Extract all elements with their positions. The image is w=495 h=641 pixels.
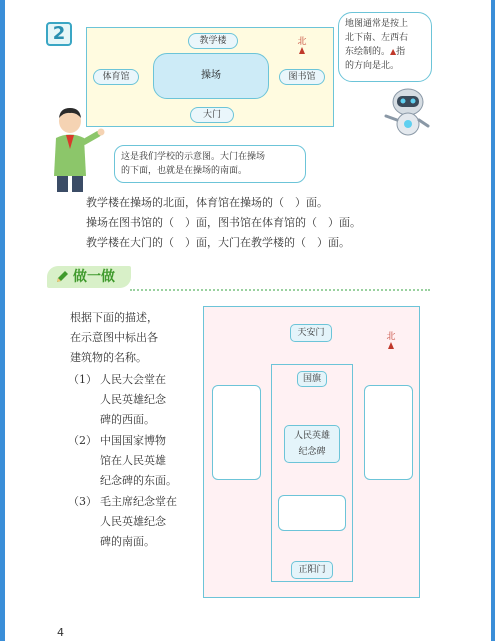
map-label-monument: 人民英雄 纪念碑 bbox=[284, 425, 340, 463]
section-title bbox=[47, 266, 131, 288]
section-title-text: 做一做 bbox=[73, 269, 115, 285]
item-number: （1） bbox=[68, 373, 97, 386]
map-label-flag: 国旗 bbox=[297, 371, 327, 387]
page-number: 4 bbox=[57, 626, 64, 639]
instruction-line: 建筑物的名称。 bbox=[70, 351, 147, 364]
item-number: （2） bbox=[68, 434, 97, 447]
map-label-library: 图书馆 bbox=[279, 69, 325, 85]
school-map bbox=[86, 27, 334, 127]
robot-bubble-line: 北下南、左西右 bbox=[345, 33, 409, 43]
map-label-gate: 大门 bbox=[190, 107, 234, 123]
north-arrow-icon bbox=[299, 47, 305, 54]
north-arrow-icon bbox=[388, 342, 394, 349]
item-line: 人民大会堂在 bbox=[100, 373, 166, 386]
boy-bubble-line: 的下面，也就是在操场的南面。 bbox=[121, 166, 248, 176]
boy-illustration bbox=[46, 104, 108, 194]
fill-in-sentence-2: 操场在图书馆的（ ）面，图书馆在体育馆的（ ）面。 bbox=[86, 216, 361, 229]
north-indicator bbox=[384, 329, 398, 349]
page-edge-right bbox=[491, 0, 495, 641]
north-arrow-icon: ▲ bbox=[390, 47, 397, 56]
map-label-tiananmen: 天安门 bbox=[290, 324, 332, 342]
north-indicator bbox=[295, 34, 309, 54]
square-inner-area bbox=[271, 364, 353, 582]
item-number: （3） bbox=[68, 495, 97, 508]
blank-building-east[interactable] bbox=[364, 385, 413, 480]
item-line: 馆在人民英雄 bbox=[100, 454, 166, 467]
robot-bubble-line: 的方向是北。 bbox=[345, 61, 400, 71]
map-label-playground: 操场 bbox=[153, 53, 269, 99]
fill-in-sentence-1: 教学楼在操场的北面，体育馆在操场的（ ）面。 bbox=[86, 196, 328, 209]
boy-speech-bubble bbox=[114, 145, 306, 183]
item-line: 碑的西面。 bbox=[100, 413, 155, 426]
north-label: 北 bbox=[297, 37, 307, 47]
item-line: 人民英雄纪念 bbox=[100, 515, 166, 528]
robot-bubble-line: 东绘制的。▲指 bbox=[345, 47, 406, 57]
north-label: 北 bbox=[386, 332, 396, 342]
fill-in-sentence-3: 教学楼在大门的（ ）面，大门在教学楼的（ ）面。 bbox=[86, 236, 350, 249]
robot-speech-bubble bbox=[338, 12, 432, 82]
map-label-zhengyangmen: 正阳门 bbox=[291, 561, 333, 579]
map-label-gym: 体育馆 bbox=[93, 69, 139, 85]
boy-bubble-line: 这是我们学校的示意图。大门在操场 bbox=[121, 152, 266, 162]
map-label-teaching-building: 教学楼 bbox=[188, 33, 238, 49]
page-edge-left bbox=[0, 0, 5, 641]
item-line: 人民英雄纪念 bbox=[100, 393, 166, 406]
item-line: 碑的南面。 bbox=[100, 535, 155, 548]
square-map bbox=[203, 306, 420, 598]
item-line: 纪念碑的东面。 bbox=[100, 474, 177, 487]
robot-bubble-line: 地图通常是按上 bbox=[345, 19, 409, 29]
instruction-line: 在示意图中标出各 bbox=[70, 331, 158, 344]
blank-building-west[interactable] bbox=[212, 385, 261, 480]
pencil-icon bbox=[55, 270, 69, 284]
item-line: 中国国家博物 bbox=[100, 434, 166, 447]
item-line: 毛主席纪念堂在 bbox=[100, 495, 177, 508]
instruction-line: 根据下面的描述， bbox=[70, 311, 158, 324]
robot-illustration bbox=[384, 86, 432, 138]
question-number: 2 bbox=[46, 22, 72, 46]
section-divider bbox=[130, 289, 430, 291]
blank-building-south[interactable] bbox=[278, 495, 346, 531]
